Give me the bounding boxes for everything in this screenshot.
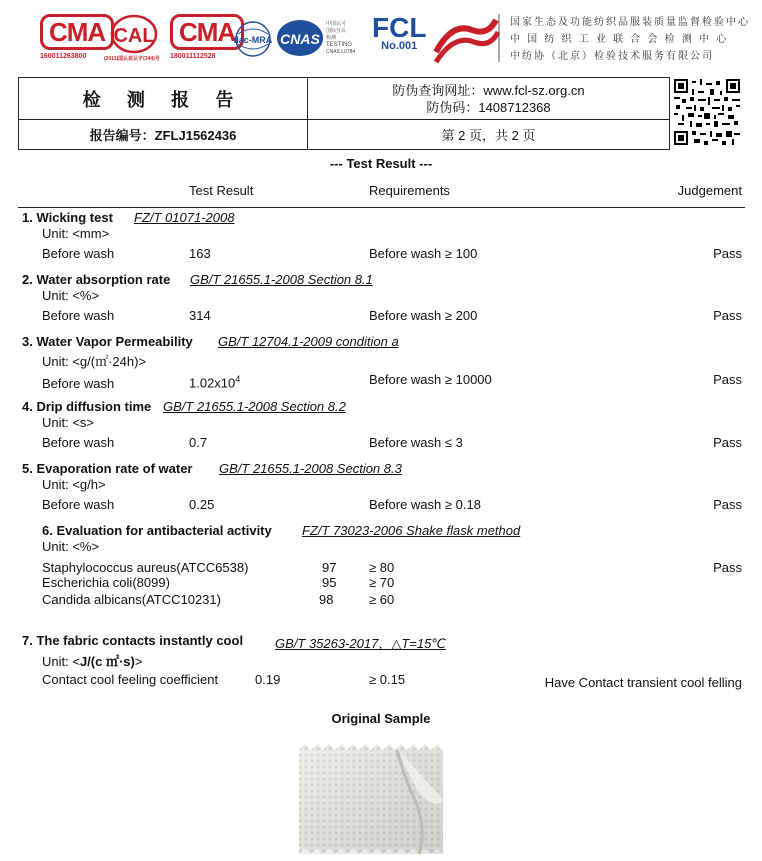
org-name: 国家生态及功能纺织品服装质量监督检验中心 中 国 纺 织 工 业 联 合 会 检 测 中 心 中纺协（北京）检验技术服务有限公司 bbox=[510, 17, 750, 62]
test-1-requirement: Before wash ≥ 100 bbox=[369, 246, 478, 261]
test-1-judgement: Pass bbox=[713, 246, 742, 261]
section-title: --- Test Result --- bbox=[329, 156, 433, 171]
cma-number: 160011263800 bbox=[40, 53, 87, 60]
test-6-standard: FZ/T 73023-2006 Shake flask method bbox=[302, 523, 521, 538]
fcl-logo: FCL No.001 bbox=[372, 12, 427, 52]
test-3-value: $1.02x10^4$ bbox=[189, 374, 241, 391]
org-emblem-icon bbox=[432, 12, 500, 67]
test-2-requirement: Before wash ≥ 200 bbox=[369, 308, 478, 323]
test-1-row-label: Before wash bbox=[42, 246, 115, 261]
svg-text:国际互认: 国际互认 bbox=[326, 28, 347, 34]
cma-logo-2: CMA bbox=[170, 18, 244, 46]
test-7-requirement: ≥ 0.15 bbox=[369, 672, 406, 687]
test-5-judgement: Pass bbox=[713, 497, 742, 512]
test-2-standard: GB/T 21655.1-2008 Section 8.1 bbox=[190, 272, 373, 287]
cal-logo bbox=[110, 14, 158, 57]
fabric-sample-image bbox=[297, 740, 447, 861]
test-7-standard: GB/T 35263-2017，△T=15℃ bbox=[275, 636, 446, 651]
cma-logo: CMA bbox=[40, 18, 114, 46]
test-2-title: 2. Water absorption rate bbox=[22, 272, 171, 287]
svg-text:TESTING: TESTING bbox=[326, 42, 353, 48]
ilac-text: ilac-MRA bbox=[233, 35, 273, 45]
test-3-unit: Unit: <g/(㎡·24h)> bbox=[42, 354, 147, 369]
antibac-row-value: 97 bbox=[322, 560, 337, 575]
test-4-judgement: Pass bbox=[713, 435, 742, 450]
antibac-row-name: Candida albicans(ATCC10231) bbox=[42, 592, 221, 607]
test-7-title: 7. The fabric contacts instantly cool bbox=[22, 633, 244, 648]
test-5-requirement: Before wash ≥ 0.18 bbox=[369, 497, 481, 512]
test-4-requirement: Before wash ≤ 3 bbox=[369, 435, 463, 450]
test-6-unit: Unit: <%> bbox=[42, 539, 100, 554]
test-5-unit: Unit: <g/h> bbox=[42, 477, 106, 492]
test-2-row-label: Before wash bbox=[42, 308, 115, 323]
report-header-table bbox=[18, 77, 670, 150]
col-judgement: Judgement bbox=[677, 183, 742, 198]
ilac-mra-logo bbox=[232, 20, 274, 61]
cma-number-2: 180011112528 bbox=[170, 53, 216, 60]
cal-text: CAL bbox=[113, 25, 155, 47]
anti-fake-info: 防伪查询网址：www.fcl-sz.org.cn 防伪码：1408712368 bbox=[308, 78, 670, 120]
svg-text:检测: 检测 bbox=[326, 35, 337, 41]
report-title: 检 测 报 告 bbox=[19, 78, 308, 120]
antibac-row-value: 95 bbox=[322, 575, 337, 590]
test-1-standard: FZ/T 01071-2008 bbox=[134, 210, 235, 225]
test-4-title: 4. Drip diffusion time bbox=[22, 399, 152, 414]
test-4-row-label: Before wash bbox=[42, 435, 115, 450]
test-5-value: 0.25 bbox=[189, 497, 215, 512]
test-5-row-label: Before wash bbox=[42, 497, 115, 512]
qr-code-icon bbox=[674, 79, 740, 148]
svg-text:CNAS L0784: CNAS L0784 bbox=[326, 49, 356, 55]
cnas-text: CNAS bbox=[280, 31, 320, 47]
cal-number: (2011)国认监认字(344)号 bbox=[104, 56, 160, 62]
svg-text:中国认可: 中国认可 bbox=[326, 21, 347, 27]
page-number: 第 2 页，共 2 页 bbox=[308, 120, 670, 150]
report-number: 报告编号：ZFLJ1562436 bbox=[19, 120, 308, 150]
test-5-standard: GB/T 21655.1-2008 Section 8.3 bbox=[219, 461, 402, 476]
test-3-requirement: Before wash ≥ 10000 bbox=[369, 372, 492, 387]
test-1-value: 163 bbox=[189, 246, 211, 261]
test-4-standard: GB/T 21655.1-2008 Section 8.2 bbox=[163, 399, 346, 414]
test-4-unit: Unit: <s> bbox=[42, 415, 95, 430]
test-3-standard: GB/T 12704.1-2009 condition a bbox=[218, 334, 399, 349]
test-4-value: 0.7 bbox=[189, 435, 208, 450]
test-1-unit: Unit: <mm> bbox=[42, 226, 110, 241]
test-6-judgement: Pass bbox=[713, 560, 742, 575]
antibac-row-name: Staphylococcus aureus(ATCC6538) bbox=[42, 560, 249, 575]
test-5-title: 5. Evaporation rate of water bbox=[22, 461, 193, 476]
sample-title: Original Sample bbox=[331, 711, 431, 726]
col-test-result: Test Result bbox=[189, 183, 254, 198]
cnas-logo bbox=[276, 18, 360, 63]
antibac-row-value: 98 bbox=[319, 592, 334, 607]
antibac-row-name: Escherichia coli(8099) bbox=[42, 575, 170, 590]
antibac-row-requirement: ≥ 80 bbox=[369, 560, 395, 575]
test-3-row-label: Before wash bbox=[42, 376, 115, 391]
antibac-row-requirement: ≥ 70 bbox=[369, 575, 395, 590]
test-2-judgement: Pass bbox=[713, 308, 742, 323]
test-7-value: 0.19 bbox=[255, 672, 281, 687]
test-2-value: 314 bbox=[189, 308, 211, 323]
col-requirements: Requirements bbox=[369, 183, 450, 198]
antibac-row-requirement: ≥ 60 bbox=[369, 592, 395, 607]
test-6-title: 6. Evaluation for antibacterial activity bbox=[42, 523, 272, 538]
test-7-unit: Unit: <J/(c ㎡·s)> bbox=[42, 654, 143, 669]
header-divider bbox=[18, 207, 745, 208]
test-2-unit: Unit: <%> bbox=[42, 288, 100, 303]
test-1-title: 1. Wicking test bbox=[22, 210, 113, 225]
test-7-judgement: Have Contact transient cool felling bbox=[544, 675, 742, 690]
test-3-judgement: Pass bbox=[713, 372, 742, 387]
test-3-title: 3. Water Vapor Permeability bbox=[22, 334, 193, 349]
test-7-row-label: Contact cool feeling coefficient bbox=[42, 672, 219, 687]
